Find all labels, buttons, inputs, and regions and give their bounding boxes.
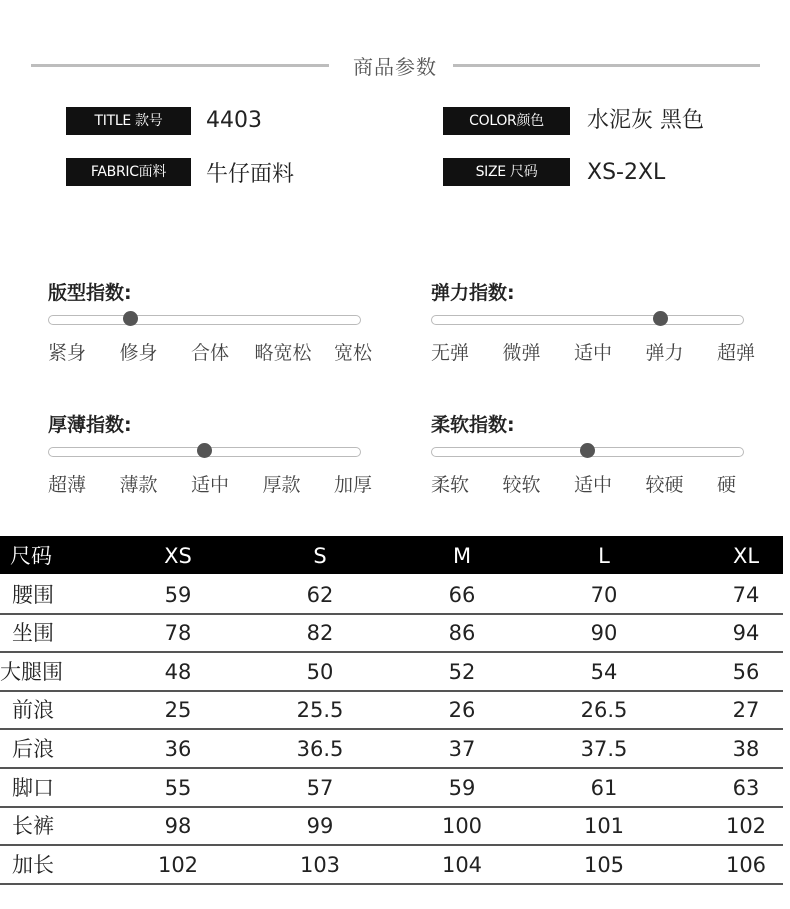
table-cell: 78: [164, 621, 192, 646]
header-divider-right: [453, 64, 760, 67]
table-row: [0, 845, 783, 885]
table-cell: 63: [732, 775, 760, 800]
param-value-fabric: 牛仔面料: [206, 162, 295, 187]
thickness-index-label: 适中: [191, 474, 230, 496]
table-cell: 62: [306, 582, 334, 607]
param-value-size: XS-2XL: [587, 160, 666, 185]
table-cell: 102: [725, 814, 767, 839]
table-cell: 99: [306, 814, 334, 839]
param-tag-title: TITLE 款号: [66, 107, 191, 135]
row-label: 坐围: [12, 621, 54, 646]
table-header-cell: L: [598, 544, 610, 568]
elasticity-index-label: 无弹: [431, 342, 470, 364]
row-label: 脚口: [12, 775, 54, 800]
table-cell: 27: [732, 698, 760, 723]
table-cell: 55: [164, 775, 192, 800]
table-cell: 90: [590, 621, 618, 646]
fit-index-label: 紧身: [48, 342, 87, 364]
softness-index-label: 较软: [502, 474, 541, 496]
elasticity-index-title: 弹力指数:: [431, 282, 515, 304]
table-row: [0, 806, 783, 846]
table-cell: 36: [164, 737, 192, 761]
table-cell: 54: [590, 659, 618, 684]
elasticity-index-label: 适中: [574, 342, 613, 364]
row-label: 加长: [12, 852, 54, 877]
softness-index-label: 硬: [717, 474, 737, 496]
table-cell: 66: [448, 582, 476, 607]
table-header-cell: XL: [732, 544, 760, 568]
table-cell: 94: [732, 621, 760, 646]
table-cell: 86: [448, 621, 476, 646]
table-cell: 38: [732, 737, 760, 761]
table-cell: 61: [590, 775, 618, 800]
table-row: [0, 690, 783, 730]
table-cell: 50: [306, 659, 334, 684]
row-label: 腰围: [12, 582, 54, 607]
elasticity-index-label: 超弹: [717, 342, 756, 364]
table-cell: 36.5: [296, 737, 344, 761]
param-tag-fabric: FABRIC面料: [66, 158, 191, 186]
row-label: 前浪: [12, 698, 54, 723]
table-cell: 52: [448, 659, 476, 684]
thickness-index-label: 薄款: [119, 474, 158, 496]
thickness-index-marker: [197, 443, 212, 458]
thickness-index-label: 超薄: [48, 474, 87, 496]
table-header-row: [0, 536, 783, 574]
table-cell: 101: [583, 814, 625, 839]
softness-index-marker: [580, 443, 595, 458]
softness-index-label: 较硬: [645, 474, 684, 496]
table-cell: 74: [732, 582, 760, 607]
table-row: [0, 652, 783, 692]
table-cell: 57: [306, 775, 334, 800]
row-label: 长裤: [12, 814, 54, 839]
param-value-title: 4403: [206, 108, 262, 133]
table-header-cell: S: [313, 544, 327, 568]
table-cell: 26.5: [580, 698, 628, 723]
table-cell: 98: [164, 814, 192, 839]
row-label: 后浪: [12, 737, 54, 761]
table-cell: 102: [157, 852, 199, 877]
fit-index-label: 宽松: [334, 342, 373, 364]
table-cell: 100: [441, 814, 483, 839]
row-label: 大腿围: [0, 659, 63, 684]
table-cell: 59: [164, 582, 192, 607]
elasticity-index-track: [431, 315, 744, 325]
table-row: [0, 729, 783, 769]
table-cell: 56: [732, 659, 760, 684]
table-cell: 106: [725, 852, 767, 877]
table-header-cell: 尺码: [10, 544, 52, 568]
table-cell: 59: [448, 775, 476, 800]
thickness-index-label: 加厚: [334, 474, 373, 496]
fit-index-label: 修身: [119, 342, 158, 364]
table-cell: 26: [448, 698, 476, 723]
fit-index-label: 合体: [191, 342, 230, 364]
table-row: [0, 768, 783, 808]
softness-index-label: 适中: [574, 474, 613, 496]
table-cell: 37.5: [580, 737, 628, 761]
elasticity-index-label: 微弹: [502, 342, 541, 364]
elasticity-index-label: 弹力: [645, 342, 684, 364]
table-cell: 70: [590, 582, 618, 607]
fit-index-title: 版型指数:: [48, 282, 132, 304]
softness-index-label: 柔软: [431, 474, 470, 496]
table-cell: 104: [441, 852, 483, 877]
table-header-cell: XS: [164, 544, 192, 568]
section-title: 商品参数: [353, 55, 437, 79]
table-cell: 37: [448, 737, 476, 761]
param-tag-color: COLOR颜色: [443, 107, 570, 135]
table-cell: 82: [306, 621, 334, 646]
fit-index-label: 略宽松: [254, 342, 312, 364]
table-row: [0, 613, 783, 653]
thickness-index-title: 厚薄指数:: [48, 414, 132, 436]
table-header-cell: M: [452, 544, 472, 568]
table-cell: 25: [164, 698, 192, 723]
table-cell: 103: [299, 852, 341, 877]
param-tag-size: SIZE 尺码: [443, 158, 570, 186]
fit-index-marker: [123, 311, 138, 326]
table-row: [0, 575, 783, 615]
softness-index-title: 柔软指数:: [431, 414, 515, 436]
thickness-index-label: 厚款: [262, 474, 301, 496]
param-value-color: 水泥灰 黑色: [587, 108, 704, 133]
table-cell: 105: [583, 852, 625, 877]
table-cell: 25.5: [296, 698, 344, 723]
fit-index-track: [48, 315, 361, 325]
table-cell: 48: [164, 659, 192, 684]
